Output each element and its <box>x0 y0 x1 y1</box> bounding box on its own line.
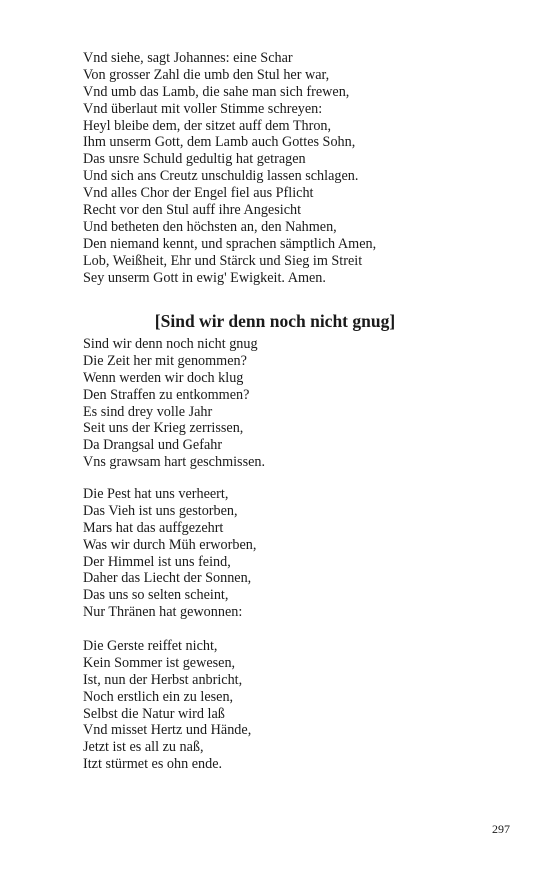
verse-line: Vnd alles Chor der Engel fiel aus Pflicht <box>83 185 314 202</box>
verse-line: Ihm unserm Gott, dem Lamb auch Gottes Sohn, <box>83 134 356 151</box>
verse-line: Recht vor den Stul auff ihre Angesicht <box>83 202 302 219</box>
verse-line: Sind wir denn noch nicht gnug <box>83 336 258 352</box>
verse-line: Vnd misset Hertz und Hände, <box>83 722 252 739</box>
verse-line: Das Vieh ist uns gestorben, <box>83 502 238 519</box>
verse-line: Der Himmel ist uns feind, <box>83 553 231 570</box>
poem-title: [Sind wir denn noch nicht gnug] <box>154 311 396 331</box>
verse-line: Sey unserm Gott in ewig' Ewigkeit. Amen. <box>83 269 326 286</box>
verse-line: Den Straffen zu entkommen? <box>83 386 250 403</box>
verse-line: Vnd siehe, sagt Johannes: eine Schar <box>83 50 293 66</box>
verse-line: Von grosser Zahl die umb den Stul her war, <box>83 66 330 83</box>
verse-line: Ist, nun der Herbst anbricht, <box>83 671 243 688</box>
verse-line: Heyl bleibe dem, der sitzet auff dem Thron, <box>83 117 332 134</box>
verse-line: Das unsre Schuld gedultig hat getragen <box>83 151 306 168</box>
verse-line: Was wir durch Müh erworben, <box>83 536 257 553</box>
verse-line: Vns grawsam hart geschmissen. <box>83 454 266 471</box>
stanza <box>83 638 503 773</box>
verse-line: Jetzt ist es all zu naß, <box>83 739 204 756</box>
verse-line: Die Gerste reiffet nicht, <box>83 638 218 654</box>
verse-line: Und betheten den höchsten an, den Nahmen, <box>83 218 337 235</box>
stanza <box>83 486 503 621</box>
verse-line: Den niemand kennt, und sprachen sämptlich Amen, <box>83 235 377 252</box>
verse-line: Vnd überlaut mit voller Stimme schreyen: <box>83 100 323 117</box>
verse-line: Das uns so selten scheint, <box>83 587 229 604</box>
verse-line: Nur Thränen hat gewonnen: <box>83 604 243 621</box>
verse-line: Itzt stürmet es ohn ende. <box>83 756 223 773</box>
page-number: 297 <box>492 822 510 836</box>
verse-line: Die Pest hat uns verheert, <box>83 486 229 502</box>
verse-line: Wenn werden wir doch klug <box>83 369 244 386</box>
verse-line: Seit uns der Krieg zerrissen, <box>83 420 244 437</box>
verse-line: Da Drangsal und Gefahr <box>83 437 223 454</box>
verse-line: Es sind drey volle Jahr <box>83 403 213 420</box>
verse-line: Selbst die Natur wird laß <box>83 705 225 722</box>
verse-line: Vnd umb das Lamb, die sahe man sich frewen, <box>83 83 350 100</box>
verse-line: Kein Sommer ist gewesen, <box>83 654 236 671</box>
verse-line: Und sich ans Creutz unschuldig lassen schlagen. <box>83 168 359 185</box>
verse-line: Daher das Liecht der Sonnen, <box>83 570 252 587</box>
stanza <box>83 50 503 286</box>
verse-line: Die Zeit her mit genommen? <box>83 352 247 369</box>
verse-line: Lob, Weißheit, Ehr und Stärck und Sieg im Streit <box>83 252 363 269</box>
stanza <box>83 336 503 471</box>
verse-line: Noch erstlich ein zu lesen, <box>83 688 234 705</box>
verse-line: Mars hat das auffgezehrt <box>83 519 224 536</box>
